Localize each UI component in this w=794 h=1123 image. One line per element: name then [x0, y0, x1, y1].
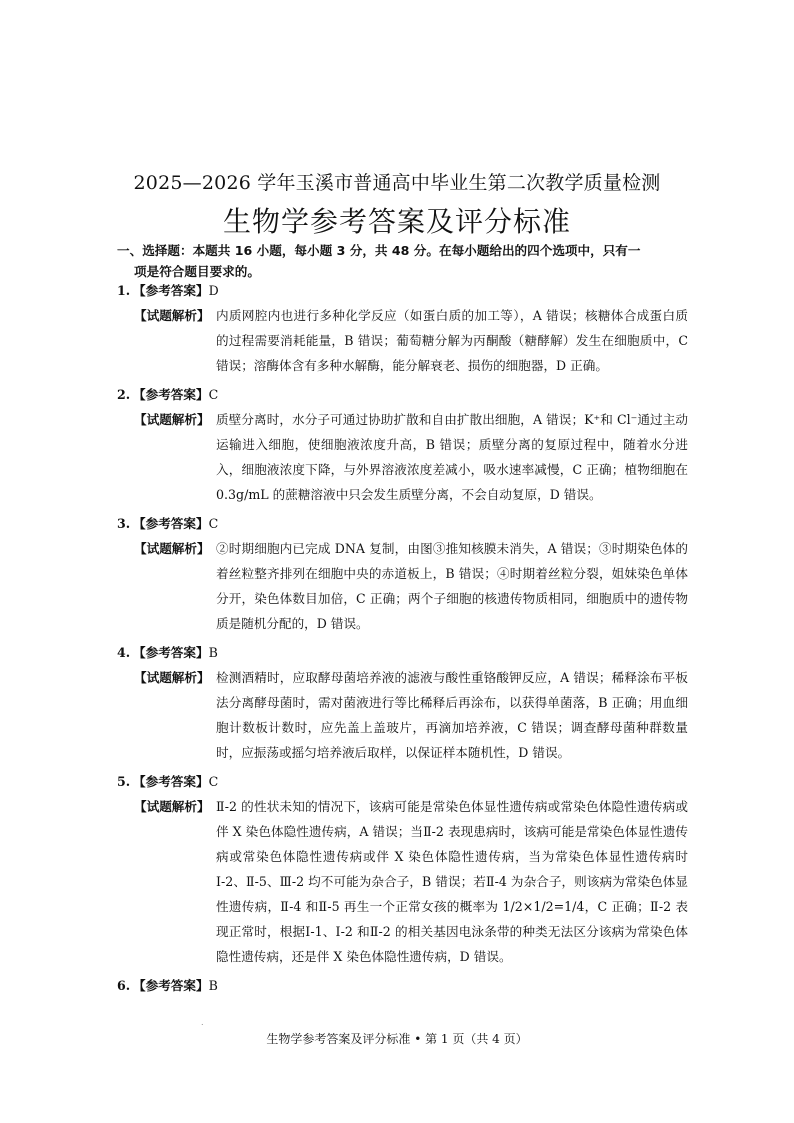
answer-value: B — [208, 645, 218, 660]
answer-value: C — [208, 774, 219, 789]
explanation — [134, 407, 687, 507]
answer-line — [117, 280, 687, 301]
section-heading-line1: 一、选择题：本题共 16 小题，每小题 3 分，共 48 分。在每小题给出的四个选项中，只有一 — [117, 243, 641, 258]
question-number: 6. — [117, 978, 131, 993]
answer-line — [117, 513, 687, 534]
answer-label: 【参考答案】 — [133, 387, 209, 402]
question-number: 1. — [117, 283, 131, 298]
question-number: 5. — [117, 774, 131, 789]
answer-line — [117, 642, 687, 663]
explanation — [134, 665, 687, 765]
exam-title: 2025—2026 学年玉溪市普通高中毕业生第二次教学质量检测 — [133, 172, 661, 194]
answer-value: B — [208, 978, 218, 993]
section-heading — [117, 240, 687, 282]
answer-line — [117, 975, 687, 996]
answer-value: C — [208, 387, 219, 402]
explanation — [134, 794, 687, 969]
answer-label: 【参考答案】 — [133, 978, 209, 993]
explanation-label: 【试题解析】 — [134, 670, 210, 685]
question-number: 2. — [117, 387, 131, 402]
answer-label: 【参考答案】 — [133, 774, 209, 789]
answer-list — [117, 280, 687, 998]
document-subtitle: 生物学参考答案及评分标准 — [222, 205, 571, 238]
answer-label: 【参考答案】 — [133, 283, 209, 298]
explanation-text: 检测酒精时，应取酵母菌培养液的滤液与酸性重铬酸钾反应，A 错误；稀释涂布平板法分离酵母菌时，需对菌液进行等比稀释后再涂布，以获得单菌落，B 正确；用血细胞计数板计数时，应先盖上盖玻片，再滴加培养液，C 错误；调查酵母菌种群数量时，应振荡或摇匀培养液后取样，以保证样本随机性，D 错误。 — [216, 670, 688, 760]
scan-mark: . — [201, 1018, 204, 1027]
section-heading-line2: 项是符合题目要求的。 — [134, 264, 260, 279]
answer-label: 【参考答案】 — [133, 516, 209, 531]
explanation-label: 【试题解析】 — [134, 308, 210, 323]
explanation-text: 内质网腔内也进行多种化学反应（如蛋白质的加工等），A 错误；核糖体合成蛋白质的过程需要消耗能量，B 错误；葡萄糖分解为丙酮酸（糖酵解）发生在细胞质中，C 错误；溶酶体含有多种水解酶，能分解衰老、损伤的细胞器，D 正确。 — [216, 308, 688, 373]
explanation-text: ②时期细胞内已完成 DNA 复制，由图③推知核膜未消失，A 错误；③时期染色体的着丝粒整齐排列在细胞中央的赤道板上，B 错误；④时期着丝粒分裂，姐妹染色单体分开，染色体数目加倍，C 正确；两个子细胞的核遗传物质相同，细胞质中的遗传物质是随机分配的，D 错误。 — [216, 541, 688, 631]
explanation-text: Ⅱ-2 的性状未知的情况下，该病可能是常染色体显性遗传病或常染色体隐性遗传病或伴 X 染色体隐性遗传病，A 错误；当Ⅱ-2 表现患病时，该病可能是常染色体显性遗传病或常染色体隐性遗传病或伴 X 染色体隐性遗传病，当为常染色体显性遗传病时Ⅰ-2、Ⅱ-5、Ⅲ-2 均不可能为杂合子，B 错误；若Ⅱ-4 为杂合子，则该病为常染色体显性遗传病，Ⅱ-4 和Ⅱ-5 再生一个正常女孩的概率为 1/2×1/2=1/4，C 正确；Ⅱ-2 表现正常时，根据Ⅰ-1、Ⅰ-2 和Ⅱ-2 的相关基因电泳条带的种类无法区分该病为常染色体隐性遗传病，还是伴 X 染色体隐性遗传病，D 错误。 — [216, 799, 688, 964]
answer-value: C — [208, 516, 219, 531]
explanation — [134, 303, 687, 378]
question-number: 4. — [117, 645, 131, 660]
answer-label: 【参考答案】 — [133, 645, 209, 660]
question-number: 3. — [117, 516, 131, 531]
explanation-text: 质壁分离时，水分子可通过协助扩散和自由扩散出细胞，A 错误；K⁺和 Cl⁻通过主动运输进入细胞，使细胞液浓度升高，B 错误；质壁分离的复原过程中，随着水分进入，细胞液浓度下降，与外界溶液浓度差减小，吸水速率减慢，C 正确；植物细胞在 0.3g/mL 的蔗糖溶液中只会发生质壁分离，不会自动复原，D 错误。 — [216, 412, 688, 502]
explanation — [134, 536, 687, 636]
page-footer: 生物学参考答案及评分标准 • 第 1 页（共 4 页） — [266, 1032, 528, 1046]
explanation-label: 【试题解析】 — [134, 541, 210, 556]
explanation-label: 【试题解析】 — [134, 412, 210, 427]
answer-value: D — [208, 283, 219, 298]
answer-line — [117, 384, 687, 405]
answer-line — [117, 771, 687, 792]
explanation-label: 【试题解析】 — [134, 799, 210, 814]
